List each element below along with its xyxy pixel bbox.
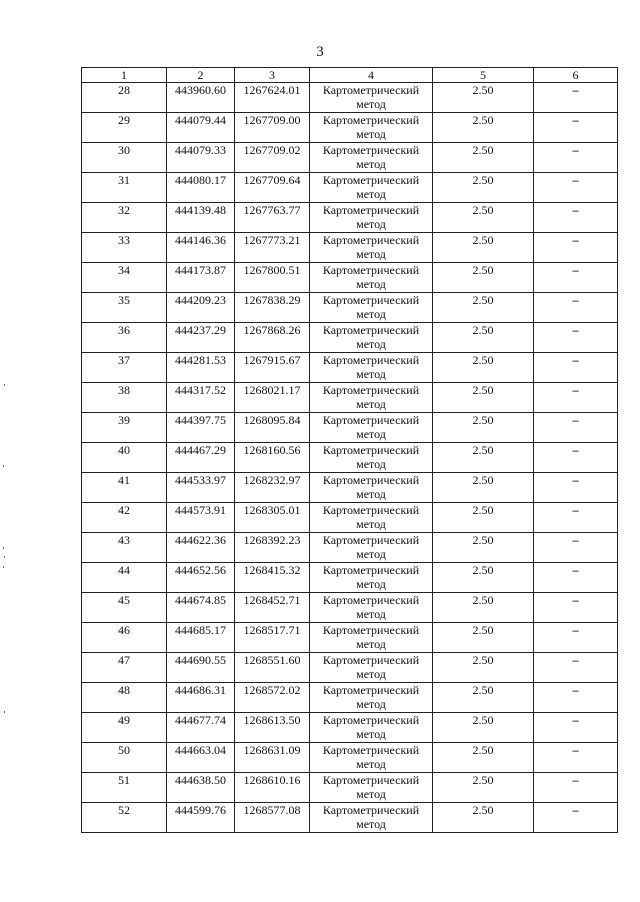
y-coordinate-cell: 1268160.56 <box>235 443 310 473</box>
table-header-row <box>82 68 618 83</box>
column-header-6: 6 <box>534 68 618 83</box>
note-cell: – <box>534 743 618 773</box>
x-coordinate-cell: 444317.52 <box>167 383 235 413</box>
method-cell: Картометрический метод <box>310 443 433 473</box>
table-row <box>82 623 618 653</box>
method-cell: Картометрический метод <box>310 653 433 683</box>
note-cell: – <box>534 503 618 533</box>
note-cell: – <box>534 563 618 593</box>
margin-mark <box>3 566 4 568</box>
method-cell: Картометрический метод <box>310 413 433 443</box>
note-cell: – <box>534 83 618 113</box>
table-row <box>82 383 618 413</box>
accuracy-cell: 2.50 <box>433 83 534 113</box>
table-row <box>82 653 618 683</box>
accuracy-cell: 2.50 <box>433 353 534 383</box>
note-cell: – <box>534 173 618 203</box>
table-row <box>82 803 618 833</box>
table-row <box>82 413 618 443</box>
column-header-1: 1 <box>82 68 167 83</box>
note-cell: – <box>534 263 618 293</box>
method-cell: Картометрический метод <box>310 683 433 713</box>
note-cell: – <box>534 113 618 143</box>
table-row <box>82 773 618 803</box>
accuracy-cell: 2.50 <box>433 743 534 773</box>
column-header-2: 2 <box>167 68 235 83</box>
y-coordinate-cell: 1268415.32 <box>235 563 310 593</box>
accuracy-cell: 2.50 <box>433 113 534 143</box>
accuracy-cell: 2.50 <box>433 623 534 653</box>
note-cell: – <box>534 533 618 563</box>
method-cell: Картометрический метод <box>310 383 433 413</box>
x-coordinate-cell: 444467.29 <box>167 443 235 473</box>
margin-mark <box>4 384 5 386</box>
y-coordinate-cell: 1268610.16 <box>235 773 310 803</box>
note-cell: – <box>534 293 618 323</box>
x-coordinate-cell: 444573.91 <box>167 503 235 533</box>
accuracy-cell: 2.50 <box>433 473 534 503</box>
accuracy-cell: 2.50 <box>433 563 534 593</box>
accuracy-cell: 2.50 <box>433 293 534 323</box>
accuracy-cell: 2.50 <box>433 653 534 683</box>
accuracy-cell: 2.50 <box>433 233 534 263</box>
y-coordinate-cell: 1267773.21 <box>235 233 310 263</box>
y-coordinate-cell: 1267915.67 <box>235 353 310 383</box>
note-cell: – <box>534 323 618 353</box>
point-number-cell: 44 <box>82 563 167 593</box>
method-cell: Картометрический метод <box>310 143 433 173</box>
x-coordinate-cell: 444677.74 <box>167 713 235 743</box>
accuracy-cell: 2.50 <box>433 263 534 293</box>
x-coordinate-cell: 444146.36 <box>167 233 235 263</box>
x-coordinate-cell: 444173.87 <box>167 263 235 293</box>
column-header-3: 3 <box>235 68 310 83</box>
table-row <box>82 743 618 773</box>
method-cell: Картометрический метод <box>310 173 433 203</box>
note-cell: – <box>534 473 618 503</box>
x-coordinate-cell: 444674.85 <box>167 593 235 623</box>
table-row <box>82 233 618 263</box>
method-cell: Картометрический метод <box>310 233 433 263</box>
table-row <box>82 203 618 233</box>
accuracy-cell: 2.50 <box>433 503 534 533</box>
accuracy-cell: 2.50 <box>433 533 534 563</box>
point-number-cell: 48 <box>82 683 167 713</box>
method-cell: Картометрический метод <box>310 203 433 233</box>
margin-mark <box>4 556 5 558</box>
accuracy-cell: 2.50 <box>433 773 534 803</box>
x-coordinate-cell: 444690.55 <box>167 653 235 683</box>
note-cell: – <box>534 203 618 233</box>
method-cell: Картометрический метод <box>310 473 433 503</box>
y-coordinate-cell: 1267624.01 <box>235 83 310 113</box>
point-number-cell: 45 <box>82 593 167 623</box>
table-row <box>82 683 618 713</box>
coordinates-table <box>81 67 618 833</box>
table-row <box>82 83 618 113</box>
x-coordinate-cell: 444533.97 <box>167 473 235 503</box>
method-cell: Картометрический метод <box>310 593 433 623</box>
method-cell: Картометрический метод <box>310 803 433 833</box>
note-cell: – <box>534 773 618 803</box>
table-row <box>82 713 618 743</box>
point-number-cell: 29 <box>82 113 167 143</box>
table-row <box>82 293 618 323</box>
point-number-cell: 43 <box>82 533 167 563</box>
y-coordinate-cell: 1268452.71 <box>235 593 310 623</box>
point-number-cell: 49 <box>82 713 167 743</box>
y-coordinate-cell: 1267709.64 <box>235 173 310 203</box>
note-cell: – <box>534 383 618 413</box>
table-row <box>82 323 618 353</box>
x-coordinate-cell: 444237.29 <box>167 323 235 353</box>
point-number-cell: 46 <box>82 623 167 653</box>
table-row <box>82 593 618 623</box>
note-cell: – <box>534 443 618 473</box>
method-cell: Картометрический метод <box>310 773 433 803</box>
x-coordinate-cell: 444652.56 <box>167 563 235 593</box>
accuracy-cell: 2.50 <box>433 683 534 713</box>
x-coordinate-cell: 444079.44 <box>167 113 235 143</box>
y-coordinate-cell: 1267709.02 <box>235 143 310 173</box>
note-cell: – <box>534 353 618 383</box>
point-number-cell: 28 <box>82 83 167 113</box>
note-cell: – <box>534 623 618 653</box>
x-coordinate-cell: 444686.31 <box>167 683 235 713</box>
y-coordinate-cell: 1268021.17 <box>235 383 310 413</box>
accuracy-cell: 2.50 <box>433 443 534 473</box>
method-cell: Картометрический метод <box>310 353 433 383</box>
accuracy-cell: 2.50 <box>433 203 534 233</box>
method-cell: Картометрический метод <box>310 263 433 293</box>
accuracy-cell: 2.50 <box>433 173 534 203</box>
margin-mark <box>3 547 4 549</box>
y-coordinate-cell: 1267800.51 <box>235 263 310 293</box>
point-number-cell: 35 <box>82 293 167 323</box>
page-number: 3 <box>316 44 324 60</box>
point-number-cell: 40 <box>82 443 167 473</box>
table-row <box>82 173 618 203</box>
y-coordinate-cell: 1268631.09 <box>235 743 310 773</box>
accuracy-cell: 2.50 <box>433 593 534 623</box>
y-coordinate-cell: 1268577.08 <box>235 803 310 833</box>
y-coordinate-cell: 1268517.71 <box>235 623 310 653</box>
accuracy-cell: 2.50 <box>433 383 534 413</box>
table-row <box>82 503 618 533</box>
note-cell: – <box>534 653 618 683</box>
x-coordinate-cell: 444663.04 <box>167 743 235 773</box>
point-number-cell: 41 <box>82 473 167 503</box>
method-cell: Картометрический метод <box>310 503 433 533</box>
y-coordinate-cell: 1267763.77 <box>235 203 310 233</box>
x-coordinate-cell: 444281.53 <box>167 353 235 383</box>
column-header-5: 5 <box>433 68 534 83</box>
y-coordinate-cell: 1268392.23 <box>235 533 310 563</box>
point-number-cell: 42 <box>82 503 167 533</box>
method-cell: Картометрический метод <box>310 293 433 323</box>
y-coordinate-cell: 1268305.01 <box>235 503 310 533</box>
accuracy-cell: 2.50 <box>433 413 534 443</box>
table-row <box>82 143 618 173</box>
accuracy-cell: 2.50 <box>433 143 534 173</box>
margin-mark <box>3 465 4 467</box>
point-number-cell: 32 <box>82 203 167 233</box>
x-coordinate-cell: 444209.23 <box>167 293 235 323</box>
y-coordinate-cell: 1268551.60 <box>235 653 310 683</box>
point-number-cell: 51 <box>82 773 167 803</box>
accuracy-cell: 2.50 <box>433 713 534 743</box>
accuracy-cell: 2.50 <box>433 323 534 353</box>
x-coordinate-cell: 444397.75 <box>167 413 235 443</box>
method-cell: Картометрический метод <box>310 323 433 353</box>
y-coordinate-cell: 1267709.00 <box>235 113 310 143</box>
y-coordinate-cell: 1268095.84 <box>235 413 310 443</box>
point-number-cell: 39 <box>82 413 167 443</box>
table-row <box>82 263 618 293</box>
point-number-cell: 31 <box>82 173 167 203</box>
point-number-cell: 47 <box>82 653 167 683</box>
note-cell: – <box>534 593 618 623</box>
note-cell: – <box>534 143 618 173</box>
method-cell: Картометрический метод <box>310 623 433 653</box>
x-coordinate-cell: 444685.17 <box>167 623 235 653</box>
note-cell: – <box>534 803 618 833</box>
point-number-cell: 38 <box>82 383 167 413</box>
point-number-cell: 36 <box>82 323 167 353</box>
x-coordinate-cell: 444079.33 <box>167 143 235 173</box>
x-coordinate-cell: 443960.60 <box>167 83 235 113</box>
table-row <box>82 113 618 143</box>
x-coordinate-cell: 444080.17 <box>167 173 235 203</box>
method-cell: Картометрический метод <box>310 113 433 143</box>
column-header-4: 4 <box>310 68 433 83</box>
table-row <box>82 353 618 383</box>
accuracy-cell: 2.50 <box>433 803 534 833</box>
y-coordinate-cell: 1268613.50 <box>235 713 310 743</box>
y-coordinate-cell: 1267868.26 <box>235 323 310 353</box>
y-coordinate-cell: 1268232.97 <box>235 473 310 503</box>
point-number-cell: 30 <box>82 143 167 173</box>
point-number-cell: 33 <box>82 233 167 263</box>
y-coordinate-cell: 1267838.29 <box>235 293 310 323</box>
point-number-cell: 50 <box>82 743 167 773</box>
table-row <box>82 563 618 593</box>
margin-mark <box>4 711 5 713</box>
y-coordinate-cell: 1268572.02 <box>235 683 310 713</box>
method-cell: Картометрический метод <box>310 83 433 113</box>
method-cell: Картометрический метод <box>310 713 433 743</box>
table-row <box>82 533 618 563</box>
x-coordinate-cell: 444622.36 <box>167 533 235 563</box>
point-number-cell: 52 <box>82 803 167 833</box>
x-coordinate-cell: 444139.48 <box>167 203 235 233</box>
x-coordinate-cell: 444638.50 <box>167 773 235 803</box>
note-cell: – <box>534 413 618 443</box>
note-cell: – <box>534 233 618 263</box>
table-row <box>82 473 618 503</box>
method-cell: Картометрический метод <box>310 533 433 563</box>
table-row <box>82 443 618 473</box>
note-cell: – <box>534 713 618 743</box>
point-number-cell: 34 <box>82 263 167 293</box>
note-cell: – <box>534 683 618 713</box>
point-number-cell: 37 <box>82 353 167 383</box>
x-coordinate-cell: 444599.76 <box>167 803 235 833</box>
method-cell: Картометрический метод <box>310 563 433 593</box>
method-cell: Картометрический метод <box>310 743 433 773</box>
